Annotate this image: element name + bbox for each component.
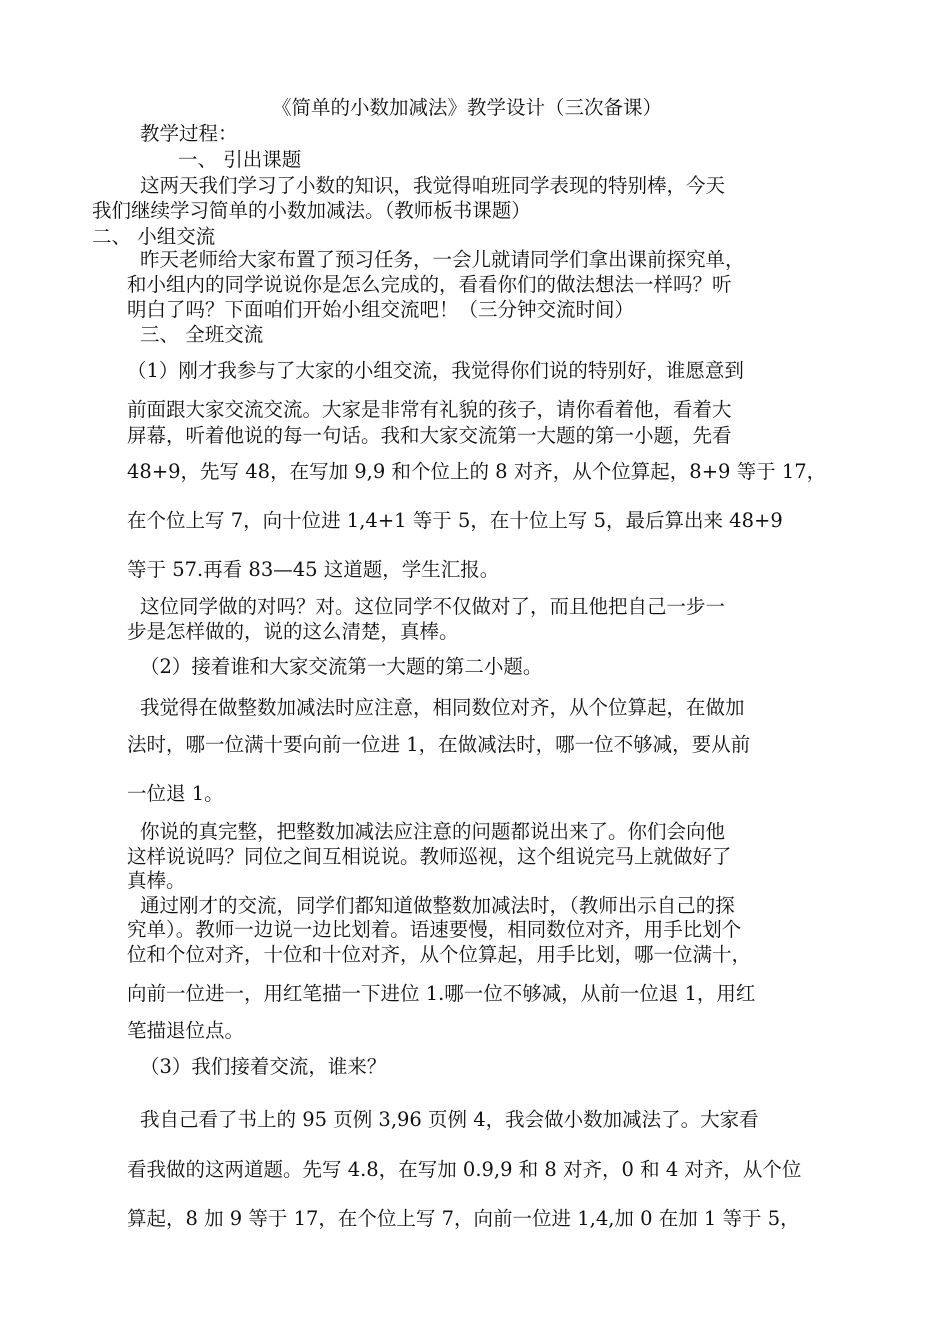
body-line: 你说的真完整，把整数加减法应注意的问题都说出来了。你们会向他 <box>140 820 726 843</box>
body-line: 笔描退位点。 <box>127 1019 245 1042</box>
document-title: 《简单的小数加减法》教学设计（三次备课） <box>272 96 663 119</box>
section-heading-2: 二、 小组交流 <box>92 225 216 248</box>
body-line: 究单）。教师一边说一边比划着。语速要慢，相同数位对齐，用手比划个 <box>127 918 742 941</box>
body-line: 48+9，先写 48，在写加 9,9 和个位上的 8 对齐，从个位算起，8+9 等于 17， <box>127 460 827 483</box>
body-line: 位和个位对齐，十位和十位对齐，从个位算起，用手比划，哪一位满十， <box>127 943 752 966</box>
body-line: 我自己看了书上的 95 页例 3,96 页例 4，我会做小数加减法了。大家看 <box>140 1108 759 1131</box>
body-line: 屏幕，听着他说的每一句话。我和大家交流第一大题的第一小题，先看 <box>127 424 732 447</box>
body-line: 一位退 1。 <box>127 782 224 805</box>
body-line: 前面跟大家交流交流。大家是非常有礼貌的孩子，请你看着他，看着大 <box>127 398 732 421</box>
body-line: 这位同学做的对吗？对。这位同学不仅做对了，而且他把自己一步一 <box>140 595 726 618</box>
body-line: 法时，哪一位满十要向前一位进 1，在做减法时，哪一位不够减，要从前 <box>127 733 751 756</box>
body-line: （3）我们接着交流，谁来？ <box>140 1055 387 1078</box>
body-line: （2）接着谁和大家交流第一大题的第二小题。 <box>140 655 543 678</box>
section-heading-3: 三、 全班交流 <box>140 323 264 346</box>
body-line: 等于 57.再看 83—45 这道题，学生汇报。 <box>127 558 500 581</box>
body-line: 真棒。 <box>127 869 186 892</box>
body-line: 明白了吗？下面咱们开始小组交流吧！（三分钟交流时间） <box>127 298 635 321</box>
body-line: 向前一位进一，用红笔描一下进位 1.哪一位不够减，从前一位退 1，用红 <box>127 982 756 1005</box>
body-line: 看我做的这两道题。先写 4.8，在写加 0.9,9 和 8 对齐，0 和 4 对齐，从个位 <box>127 1158 802 1181</box>
body-line: 通过刚才的交流，同学们都知道做整数加减法时，（教师出示自己的探 <box>140 894 735 917</box>
body-line: 在个位上写 7，向十位进 1,4+1 等于 5，在十位上写 5，最后算出来 48+9 <box>127 509 783 532</box>
section-heading-1: 一、 引出课题 <box>178 148 302 171</box>
body-line: 算起，8 加 9 等于 17，在个位上写 7，向前一位进 1,4,加 0 在加 1 等于 5， <box>127 1207 800 1230</box>
body-line: 这两天我们学习了小数的知识，我觉得咱班同学表现的特别棒，今天 <box>140 174 726 197</box>
body-line: 这样说说吗？同位之间互相说说。教师巡视，这个组说完马上就做好了 <box>127 845 732 868</box>
body-line: 和小组内的同学说说你是怎么完成的，看看你们的做法想法一样吗？听 <box>127 273 732 296</box>
body-line: 我觉得在做整数加减法时应注意，相同数位对齐，从个位算起，在做加 <box>140 696 745 719</box>
body-line: 步是怎样做的，说的这么清楚，真棒。 <box>127 620 459 643</box>
body-line: 我们继续学习简单的小数加减法。（教师板书课题） <box>92 199 531 222</box>
body-line: （1）刚才我参与了大家的小组交流，我觉得你们说的特别好，谁愿意到 <box>127 359 744 382</box>
body-line: 教学过程： <box>140 122 238 145</box>
body-line: 昨天老师给大家布置了预习任务，一会儿就请同学们拿出课前探究单， <box>140 248 745 271</box>
